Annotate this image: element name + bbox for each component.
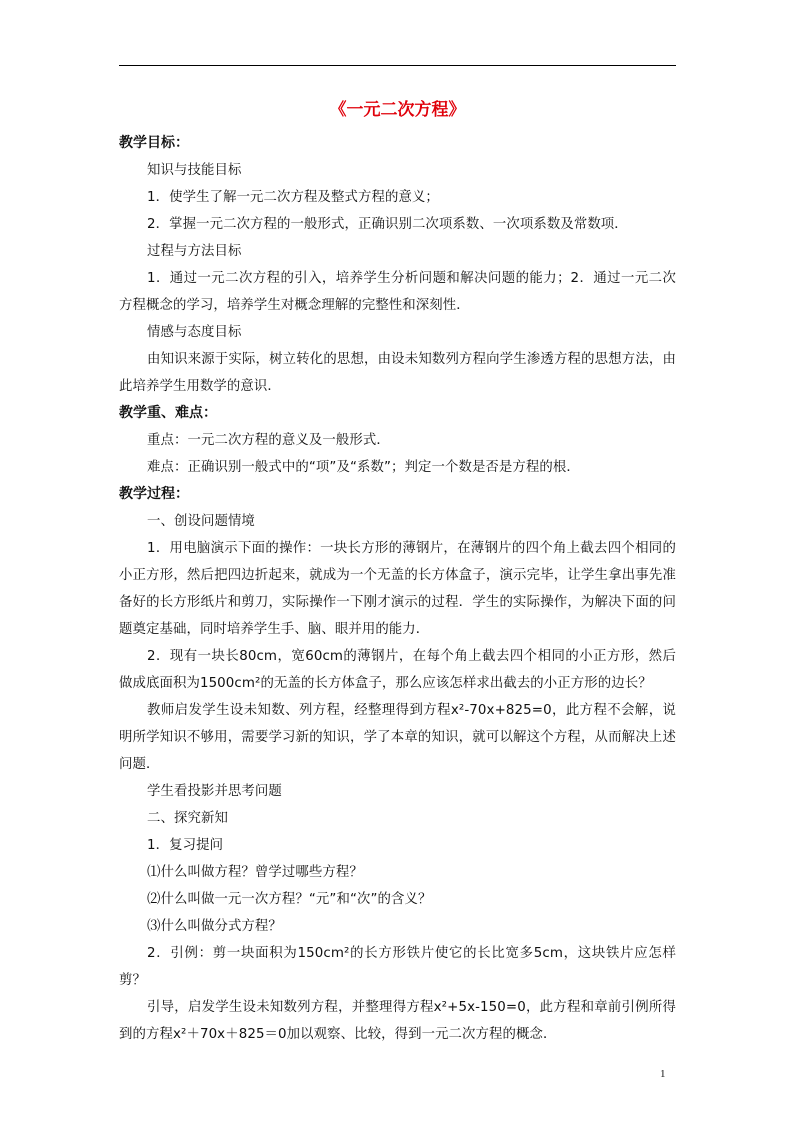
document-body [119, 96, 676, 1048]
paragraph: 由知识来源于实际，树立转化的思想，由设未知数列方程向学生渗透方程的思想方法，由此培养学生用数学的意识． [119, 352, 676, 394]
section-heading-objectives: 教学目标： [119, 135, 189, 151]
paragraph: 难点：正确识别一般式中的“项”及“系数”；判定一个数是否是方程的根． [147, 460, 580, 475]
paragraph: 一、创设问题情境 [147, 514, 255, 529]
paragraph: 2．引例：剪一块面积为150cm²的长方形铁片使它的长比宽多5cm，这块铁片应怎样剪？ [119, 946, 676, 988]
paragraph: 2．掌握一元二次方程的一般形式，正确识别二次项系数、一次项系数及常数项． [147, 217, 628, 232]
paragraph: ⑶什么叫做分式方程？ [147, 919, 282, 934]
section-heading-key-points: 教学重、难点： [119, 405, 217, 421]
paragraph: ⑴什么叫做方程？曾学过哪些方程？ [147, 865, 363, 880]
paragraph: 教师启发学生设未知数、列方程，经整理得到方程x²-70x+825=0，此方程不会解，说明所学知识不够用，需要学习新的知识，学了本章的知识，就可以解这个方程，从而解决上述问题． [119, 703, 676, 772]
paragraph: ⑵什么叫做一元一次方程？“元”和“次”的含义？ [147, 892, 432, 907]
paragraph: 过程与方法目标 [147, 244, 242, 259]
header-rule [119, 65, 676, 66]
paragraph: 1．复习提问 [147, 838, 224, 853]
paragraph: 知识与技能目标 [147, 163, 242, 178]
page-number: 1 [660, 1068, 666, 1080]
paragraph: 1．通过一元二次方程的引入，培养学生分析问题和解决问题的能力；2．通过一元二次方程概念的学习，培养学生对概念理解的完整性和深刻性． [119, 271, 676, 313]
paragraph: 引导，启发学生设未知数列方程，并整理得方程x²+5x-150=0，此方程和章前引例所得到的方程x²＋70x＋825＝0加以观察、比较，得到一元二次方程的概念． [119, 1000, 676, 1042]
document-title: 《一元二次方程》 [329, 100, 466, 120]
paragraph: 2．现有一块长80cm，宽60cm的薄钢片，在每个角上截去四个相同的小正方形，然后做成底面积为1500cm²的无盖的长方体盒子，那么应该怎样求出截去的小正方形的边长？ [119, 649, 676, 691]
paragraph: 学生看投影并思考问题 [147, 784, 282, 799]
paragraph: 二、探究新知 [147, 811, 228, 826]
paragraph: 1．使学生了解一元二次方程及整式方程的意义； [147, 190, 439, 205]
section-heading-process: 教学过程： [119, 486, 189, 502]
paragraph: 重点：一元二次方程的意义及一般形式． [147, 433, 390, 448]
paragraph: 1．用电脑演示下面的操作：一块长方形的薄钢片，在薄钢片的四个角上截去四个相同的小正方形，然后把四边折起来，就成为一个无盖的长方体盒子，演示完毕，让学生拿出事先准备好的长方形纸片和剪刀，实际操作一下刚才演示的过程．学生的实际操作，为解决下面的问题奠定基础，同时培养学生手、脑、眼并用的能力． [119, 541, 676, 637]
paragraph: 情感与态度目标 [147, 325, 242, 340]
